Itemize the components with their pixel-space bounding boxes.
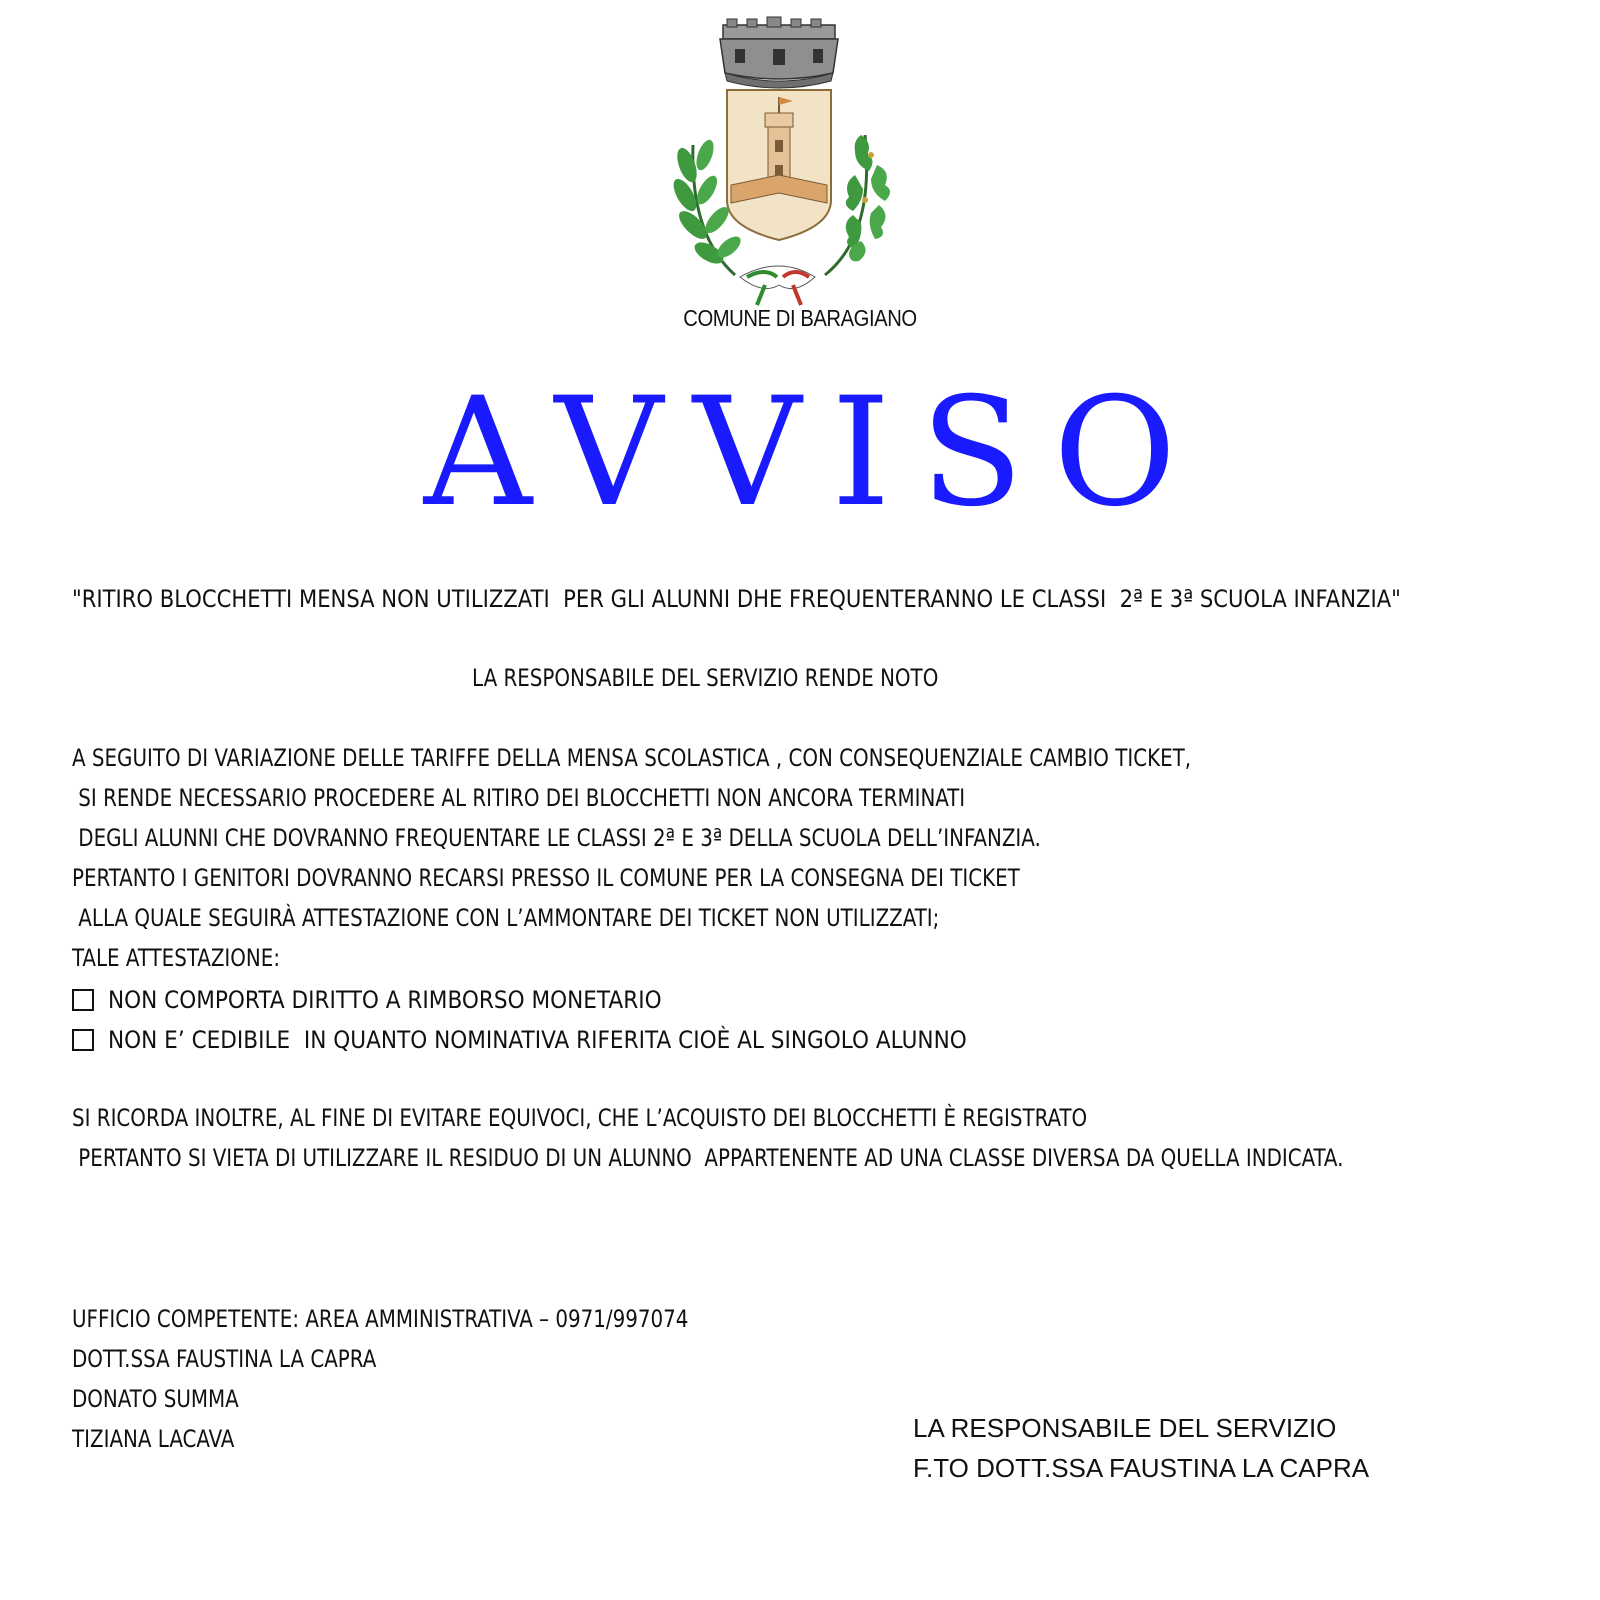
body-line: PERTANTO I GENITORI DOVRANNO RECARSI PRESSO IL COMUNE PER LA CONSEGNA DEI TICKET	[72, 864, 1020, 892]
coat-of-arms-emblem	[665, 15, 935, 315]
contact-name: DOTT.SSA FAUSTINA LA CAPRA	[72, 1345, 377, 1373]
tricolor-ribbon-icon	[740, 266, 815, 305]
body-line: SI RENDE NECESSARIO PROCEDERE AL RITIRO DEI BLOCCHETTI NON ANCORA TERMINATI	[72, 784, 966, 812]
municipality-name: COMUNE DI BARAGIANO	[683, 305, 917, 331]
body-line: ALLA QUALE SEGUIRÀ ATTESTAZIONE CON L’AMMONTARE DEI TICKET NON UTILIZZATI;	[72, 904, 940, 932]
notice-title: AVVISO	[423, 366, 1207, 540]
checklist-item-text: NON E’ CEDIBILE IN QUANTO NOMINATIVA RIFERITA CIOÈ AL SINGOLO ALUNNO	[108, 1026, 967, 1054]
announcement-line: LA RESPONSABILE DEL SERVIZIO RENDE NOTO	[472, 664, 939, 692]
signature-name: F.TO DOTT.SSA FAUSTINA LA CAPRA	[913, 1453, 1370, 1483]
checkbox-icon	[72, 1029, 94, 1051]
notice-subject: "RITIRO BLOCCHETTI MENSA NON UTILIZZATI PER GLI ALUNNI DHE FREQUENTERANNO LE CLASSI 2ª E 3ª SCUOLA INFANZIA"	[72, 585, 1401, 613]
reminder-line: PERTANTO SI VIETA DI UTILIZZARE IL RESIDUO DI UN ALUNNO APPARTENENTE AD UNA CLASSE DIVERSA DA QUELLA INDICATA.	[72, 1144, 1344, 1172]
body-line: TALE ATTESTAZIONE:	[72, 944, 281, 972]
mural-crown-icon	[720, 17, 838, 88]
body-line: A SEGUITO DI VARIAZIONE DELLE TARIFFE DELLA MENSA SCOLASTICA , CON CONSEQUENZIALE CAMBIO TICKET,	[72, 744, 1192, 772]
reminder-line: SI RICORDA INOLTRE, AL FINE DI EVITARE EQUIVOCI, CHE L’ACQUISTO DEI BLOCCHETTI È REGISTRATO	[72, 1104, 1088, 1132]
oak-branch-icon	[825, 135, 890, 275]
shield-icon	[727, 90, 831, 240]
signature-role: LA RESPONSABILE DEL SERVIZIO	[913, 1413, 1337, 1443]
office-contact: UFFICIO COMPETENTE: AREA AMMINISTRATIVA – 0971/997074	[72, 1305, 689, 1333]
body-line: DEGLI ALUNNI CHE DOVRANNO FREQUENTARE LE CLASSI 2ª E 3ª DELLA SCUOLA DELL’INFANZIA.	[72, 824, 1041, 852]
checklist-item-text: NON COMPORTA DIRITTO A RIMBORSO MONETARIO	[108, 986, 662, 1014]
contact-name: TIZIANA LACAVA	[72, 1425, 235, 1453]
checklist-item	[72, 1026, 1062, 1054]
contact-name: DONATO SUMMA	[72, 1385, 239, 1413]
checklist-item	[72, 986, 723, 1014]
checkbox-icon	[72, 989, 94, 1011]
